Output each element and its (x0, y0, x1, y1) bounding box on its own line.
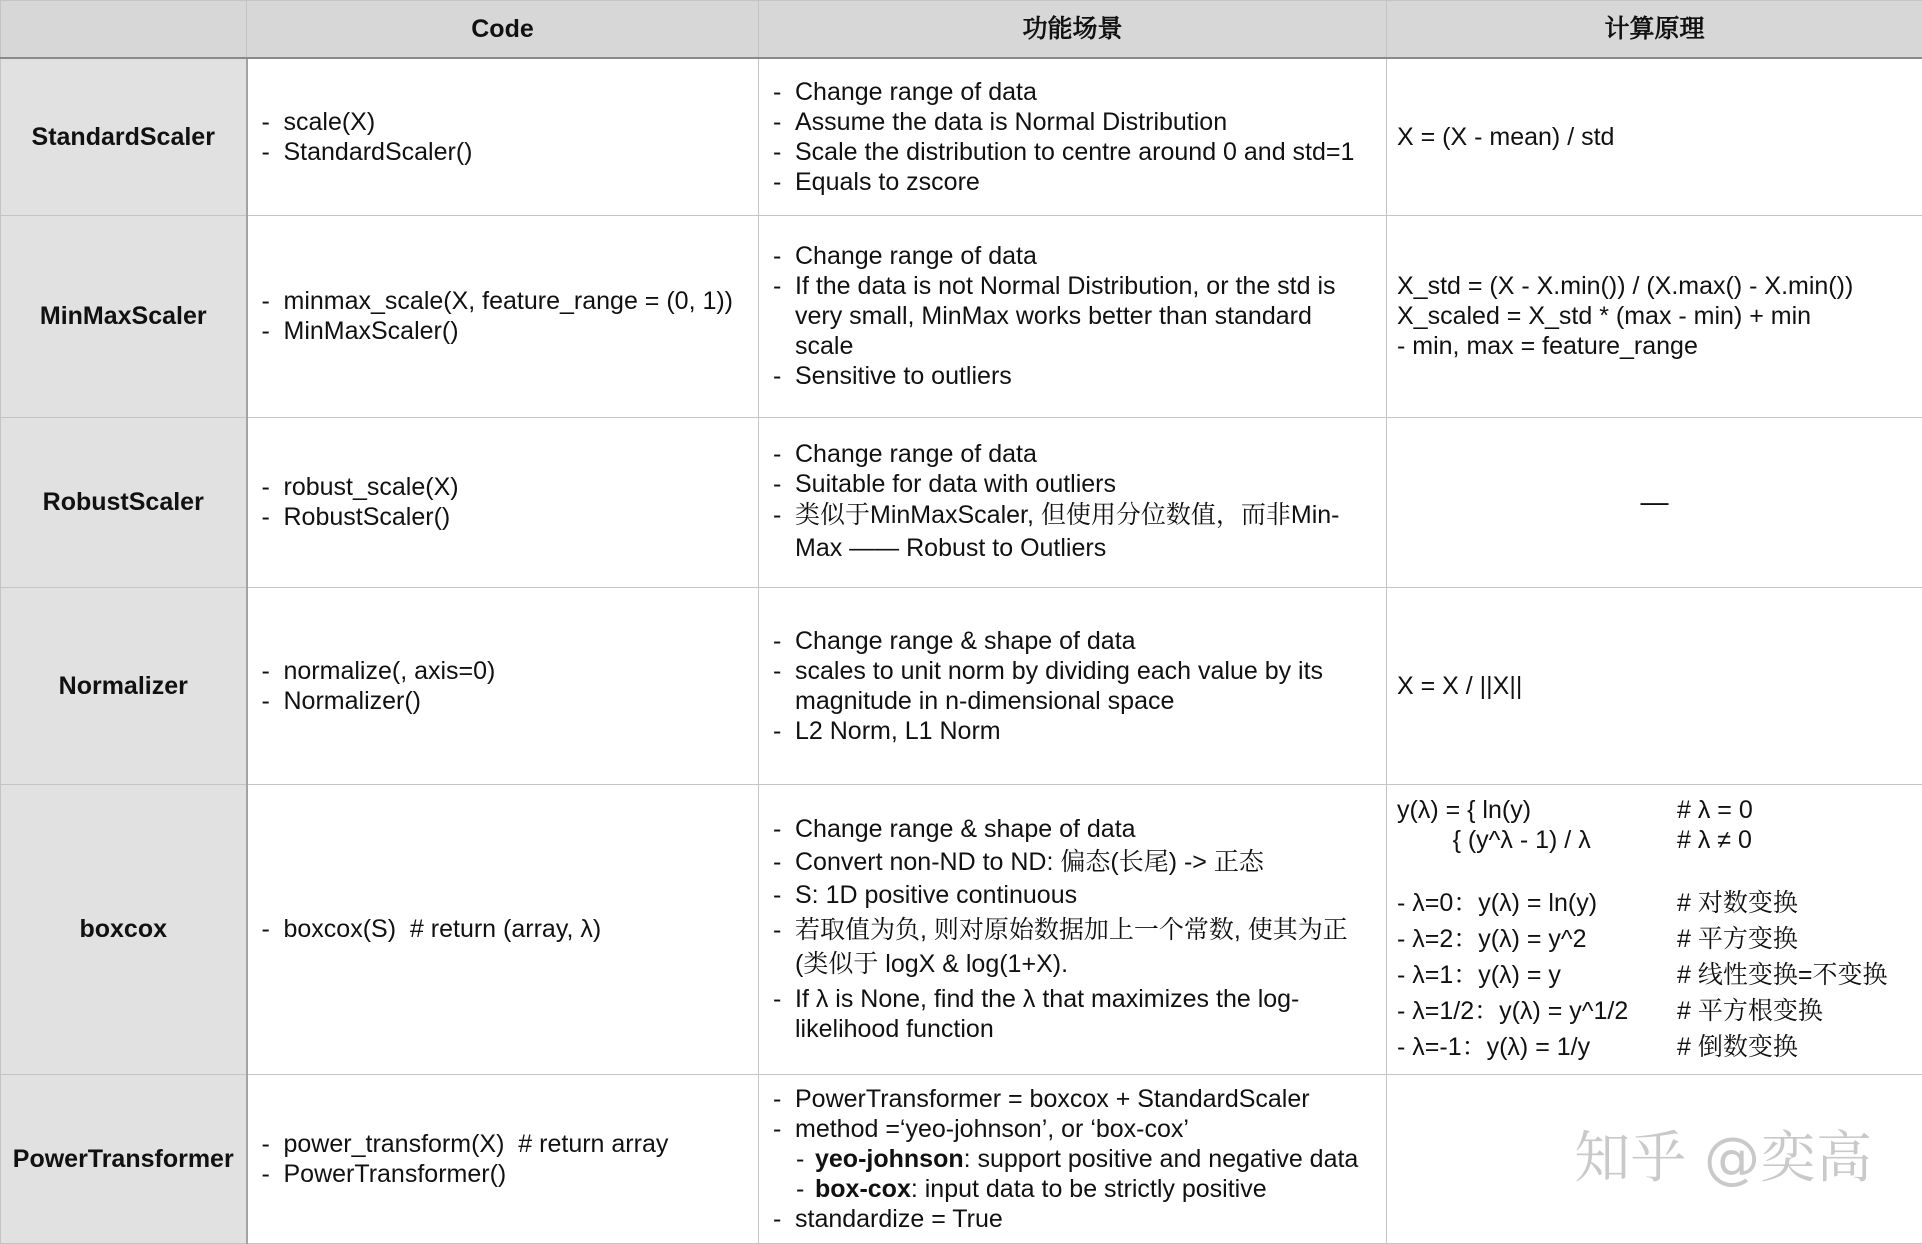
row-label: boxcox (1, 784, 247, 1074)
scene-item: - Equals to zscore (769, 167, 1376, 197)
scene-item: - Change range of data (769, 77, 1376, 107)
scene-cell (759, 1074, 1387, 1243)
row-label: MinMaxScaler (1, 215, 247, 417)
formula-comment: # 平方根变换 (1677, 996, 1823, 1025)
code-item: - minmax_scale(X, feature_range = (0, 1)) (258, 286, 749, 316)
formula-line: X_scaled = X_std * (max - min) + min (1397, 302, 1812, 330)
scene-subitem (769, 1144, 1376, 1174)
scene-item: - scales to unit norm by dividing each value by its magnitude in n-dimensional space (769, 656, 1376, 716)
code-cell (247, 784, 759, 1074)
scene-item: - Change range & shape of data (769, 626, 1376, 656)
row-minmaxscaler (1, 215, 1922, 417)
scene-item: - Change range of data (769, 241, 1376, 271)
code-cell (247, 417, 759, 587)
scene-item: - Sensitive to outliers (769, 361, 1376, 391)
code-item: - MinMaxScaler() (258, 316, 749, 346)
row-standardscaler (1, 58, 1922, 215)
code-cell (247, 58, 759, 215)
formula-line: - min, max = feature_range (1397, 332, 1698, 360)
formula-line (1397, 957, 1912, 993)
row-normalizer (1, 587, 1922, 784)
formula-lhs: { (y^λ - 1) / λ (1397, 825, 1591, 854)
formula-line (1397, 993, 1912, 1029)
principle-cell (1387, 215, 1922, 417)
scene-subitem-body (795, 1175, 1267, 1203)
code-item: - PowerTransformer() (258, 1159, 749, 1189)
scene-subitem-body (795, 1145, 1358, 1173)
code-item: - normalize(, axis=0) (258, 656, 749, 686)
scene-item: - L2 Norm, L1 Norm (769, 716, 1376, 746)
code-cell (247, 587, 759, 784)
formula-lhs: - λ=0：y(λ) = ln(y) (1397, 888, 1598, 917)
method-name: box-cox (815, 1174, 911, 1203)
scene-item: - 类似于MinMaxScaler, 但使用分位数值，而非Min-Max —— Robust to Outliers (769, 499, 1376, 565)
method-desc: : input data to be strictly positive (910, 1174, 1267, 1203)
formula-line (1397, 921, 1912, 957)
row-label: Normalizer (1, 587, 247, 784)
code-item: - power_transform(X) # return array (258, 1129, 749, 1159)
formula-lhs: - λ=1/2：y(λ) = y^1/2 (1397, 996, 1629, 1025)
formula-comment: # 对数变换 (1677, 888, 1798, 917)
formula-lhs: y(λ) = { ln(y) (1397, 795, 1532, 824)
formula-comment: # 平方变换 (1677, 924, 1798, 953)
row-powertransformer (1, 1074, 1922, 1243)
principle-cell (1387, 587, 1922, 784)
formula-line: X = (X - mean) / std (1397, 122, 1615, 151)
scene-item: - S: 1D positive continuous (769, 880, 1376, 910)
scene-cell (759, 784, 1387, 1074)
formula-line (1397, 885, 1912, 921)
row-robustscaler (1, 417, 1922, 587)
formula-line: X_std = (X - X.min()) / (X.max() - X.min()) (1397, 272, 1854, 300)
header-corner (1, 1, 247, 59)
formula-lhs: - λ=-1：y(λ) = 1/y (1397, 1032, 1591, 1061)
scene-item: - PowerTransformer = boxcox + StandardScaler (769, 1084, 1376, 1114)
scene-cell (759, 587, 1387, 784)
scene-item: - If the data is not Normal Distribution, or the std is very small, MinMax works better than standard scale (769, 271, 1376, 361)
formula-line (1397, 1029, 1912, 1065)
scene-item: - method =‘yeo-johnson’, or ‘box-cox’ (769, 1114, 1376, 1144)
code-item: - StandardScaler() (258, 137, 749, 167)
formula-lhs: - λ=1：y(λ) = y (1397, 960, 1561, 989)
principle-cell (1387, 1074, 1922, 1243)
header-row (1, 1, 1922, 59)
header-scene: 功能场景 (759, 1, 1387, 59)
header-principle: 计算原理 (1387, 1, 1922, 59)
scene-item: - Convert non-ND to ND: 偏态(长尾) -> 正态 (769, 847, 1376, 877)
formula-line (1397, 795, 1912, 825)
scene-item: - Scale the distribution to centre around 0 and std=1 (769, 137, 1376, 167)
code-item: - Normalizer() (258, 686, 749, 716)
header-code: Code (247, 1, 759, 59)
scene-item: - Change range of data (769, 439, 1376, 469)
formula-line (1397, 825, 1912, 855)
row-label: StandardScaler (1, 58, 247, 215)
scene-subitem (769, 1174, 1376, 1204)
row-label: PowerTransformer (1, 1074, 247, 1243)
row-boxcox (1, 784, 1922, 1074)
principle-cell (1387, 784, 1922, 1074)
scene-item: - Assume the data is Normal Distribution (769, 107, 1376, 137)
row-label: RobustScaler (1, 417, 247, 587)
formula-comment: # 线性变换=不变换 (1677, 960, 1888, 989)
code-cell (247, 1074, 759, 1243)
method-name: yeo-johnson (815, 1144, 964, 1173)
code-item: - boxcox(S) # return (array, λ) (258, 914, 749, 944)
watermark-area (1397, 1075, 1912, 1243)
zhihu-watermark: 知乎 @奕高 (1574, 1125, 1872, 1191)
method-desc: : support positive and negative data (963, 1144, 1359, 1173)
scene-cell (759, 215, 1387, 417)
scene-item: - Suitable for data with outliers (769, 469, 1376, 499)
scene-item: - Change range & shape of data (769, 814, 1376, 844)
code-item: - RobustScaler() (258, 502, 749, 532)
principle-cell (1387, 417, 1922, 587)
scene-item: - standardize = True (769, 1204, 1376, 1234)
formula-spacer (1397, 855, 1912, 885)
principle-cell (1387, 58, 1922, 215)
scene-item: - 若取值为负, 则对原始数据加上一个常数, 使其为正 (类似于 logX & log(1+X). (769, 913, 1376, 981)
code-item: - scale(X) (258, 107, 749, 137)
scene-cell (759, 417, 1387, 587)
code-item: - robust_scale(X) (258, 472, 749, 502)
empty-dash: — (1640, 486, 1669, 517)
formula-comment: # λ = 0 (1677, 795, 1753, 824)
formula-comment: # 倒数变换 (1677, 1032, 1798, 1061)
formula-comment: # λ ≠ 0 (1677, 825, 1752, 854)
scene-item: - If λ is None, find the λ that maximizes the log-likelihood function (769, 984, 1376, 1044)
formula-lhs: - λ=2：y(λ) = y^2 (1397, 924, 1587, 953)
code-cell (247, 215, 759, 417)
scene-cell (759, 58, 1387, 215)
formula-line: X = X / ||X|| (1397, 671, 1523, 700)
